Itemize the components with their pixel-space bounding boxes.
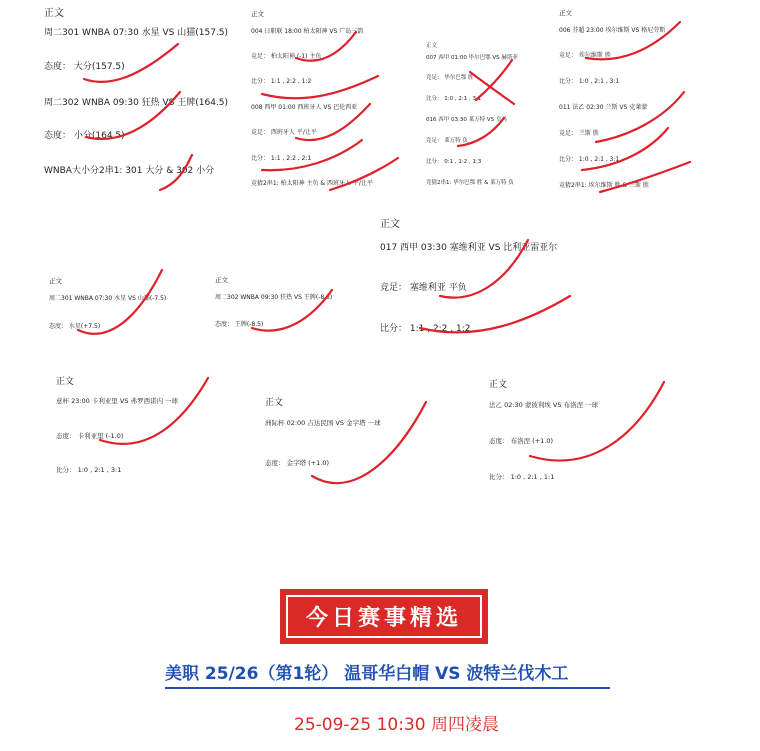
match-line: 意杯 23:00 卡利亚里 VS 弗罗西诺内 一球 bbox=[56, 397, 179, 405]
pick-line-004: 竞足： 柏太阳神 (-1) 主负 bbox=[251, 53, 322, 60]
score-line-008: 比分： 1:1 , 2:2 , 2:1 bbox=[251, 155, 312, 162]
tip-card-finland-ligue2 bbox=[556, 4, 706, 194]
pick-line: 态度： 金字塔 (+1.0) bbox=[265, 459, 329, 467]
score-line-004: 比分： 1:1 , 2:2 , 1:2 bbox=[251, 78, 312, 85]
card-heading: 正文 bbox=[426, 43, 438, 49]
parlay-line: 竞猜2串1: 柏太阳神 主负 & 西班牙人 平/让平 bbox=[251, 180, 373, 187]
match-line-011: 011 法乙 02:30 兰斯 VS 克莱蒙 bbox=[559, 104, 648, 111]
match-line-004: 004 日职联 18:00 柏太阳神 VS 广岛三箭 bbox=[251, 28, 364, 35]
tip-card-jleague-laliga bbox=[248, 4, 418, 194]
pick-line-007: 竞足： 毕尔巴鄂 胜 bbox=[426, 75, 474, 81]
match-line-007: 007 西甲 01:00 毕尔巴鄂 VS 赫塔菲 bbox=[426, 55, 518, 61]
score-line-011: 比分： 1:0 , 2:1 , 3:1 bbox=[559, 156, 620, 163]
score-line: 比分： 1:0 , 2:1 , 1:1 bbox=[489, 473, 555, 481]
featured-match-title: 美职 25/26（第1轮） 温哥华白帽 VS 波特兰伐木工 bbox=[165, 664, 569, 684]
card-heading: 正文 bbox=[489, 380, 508, 390]
parlay-line: WNBA大小分2串1: 301 大分 & 302 小分 bbox=[44, 166, 215, 176]
card-heading: 正文 bbox=[215, 276, 228, 284]
featured-banner bbox=[280, 589, 488, 644]
match-line: 法乙 02:30 蒙彼利埃 VS 布洛涅 一球 bbox=[489, 401, 599, 409]
tip-card-wnba-301-handicap bbox=[46, 270, 206, 345]
card-heading: 正文 bbox=[559, 9, 572, 17]
match-line-017: 017 西甲 03:30 塞维利亚 VS 比利亚雷亚尔 bbox=[380, 243, 558, 253]
match-line-301: 周二301 WNBA 07:30 水星 VS 山猫(-7.5) bbox=[49, 295, 167, 302]
featured-match-datetime: 25-09-25 10:30 周四凌晨 bbox=[294, 715, 499, 735]
parlay-line: 竞猜2串1: 毕尔巴鄂 胜 & 莱万特 负 bbox=[426, 180, 514, 186]
match-line-006: 006 芬超 23:00 埃尔维斯 VS 格尼劳斯 bbox=[559, 27, 666, 34]
card-heading: 正文 bbox=[56, 377, 75, 387]
tip-card-ligue2 bbox=[485, 370, 705, 485]
pick-line-301: 态度： 水星(+7.5) bbox=[49, 323, 101, 330]
tip-card-laliga-pair bbox=[423, 38, 543, 188]
match-line: 洲际杯 02:00 吉达民国 VS 金字塔 一球 bbox=[265, 419, 381, 427]
card-heading: 正文 bbox=[380, 219, 400, 230]
pick-line-008: 竞足： 西班牙人 平/让平 bbox=[251, 129, 317, 136]
tip-card-wnba-302-handicap bbox=[212, 270, 372, 345]
card-heading: 正文 bbox=[265, 398, 284, 408]
card-heading: 正文 bbox=[44, 8, 64, 19]
score-line: 比分： 1:0 , 2:1 , 3:1 bbox=[56, 466, 122, 474]
match-line-302: 周二302 WNBA 09:30 狂热 VS 王牌(164.5) bbox=[44, 98, 229, 108]
score-line-007: 比分： 1:0 , 2:1 , 3:1 bbox=[426, 96, 482, 102]
pick-line-011: 竞足： 兰斯 胜 bbox=[559, 130, 599, 137]
parlay-line: 竞猜2串1: 埃尔维斯 胜 & 兰斯 胜 bbox=[559, 182, 649, 189]
match-line-016: 016 西甲 03:30 莱万特 VS 皇马 bbox=[426, 117, 507, 123]
pick-line-302: 态度： 王牌(-8.5) bbox=[215, 321, 264, 328]
pick-line-017: 竞足： 塞维利亚 平负 bbox=[380, 283, 467, 293]
banner-title: 今日赛事精选 bbox=[286, 595, 482, 638]
tip-card-wnba-totals bbox=[40, 0, 240, 190]
tip-card-laliga-017 bbox=[374, 208, 634, 348]
match-line-302: 周二302 WNBA 09:30 狂热 VS 王牌(-8.5) bbox=[215, 294, 333, 301]
tip-card-coppa-italia bbox=[52, 366, 262, 481]
score-line-017: 比分： 1:1 , 2:2 , 1:2 bbox=[380, 324, 471, 334]
score-line-016: 比分： 0:1 , 1:2 , 1:3 bbox=[426, 159, 482, 165]
card-heading: 正文 bbox=[251, 10, 264, 18]
match-line-008: 008 西甲 01:00 西班牙人 VS 巴伦西亚 bbox=[251, 104, 358, 111]
card-heading: 正文 bbox=[49, 277, 62, 285]
pick-line-016: 竞足： 莱万特 负 bbox=[426, 138, 468, 144]
pick-line-301: 态度： 大分(157.5) bbox=[44, 62, 125, 72]
tip-card-intercontinental bbox=[260, 388, 470, 483]
title-underline bbox=[165, 687, 610, 689]
pick-line-302: 态度： 小分(164.5) bbox=[44, 131, 125, 141]
match-line-301: 周二301 WNBA 07:30 水星 VS 山猫(157.5) bbox=[44, 28, 229, 38]
score-line-006: 比分： 1:0 , 2:1 , 3:1 bbox=[559, 78, 620, 85]
pick-line: 态度： 卡利亚里 (-1.0) bbox=[56, 432, 124, 440]
pick-line: 态度： 布洛涅 (+1.0) bbox=[489, 437, 553, 445]
pick-line-006: 竞足： 埃尔维斯 胜 bbox=[559, 52, 611, 59]
